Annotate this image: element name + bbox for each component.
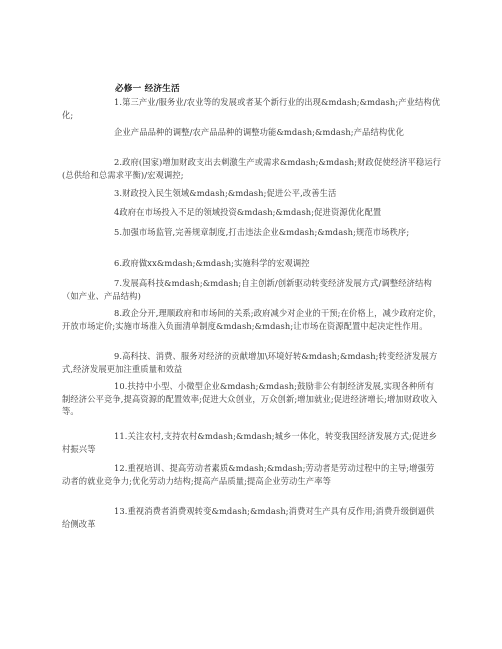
paragraph-7: 7.发展高科技&mdash;&mdash;自主创新/创新驱动转变经济发展方式/调整经济结构（如产业、产品结构) [62,278,432,301]
paragraph-1: 1.第三产业/服务业/农业等的发展或者某个新行业的出现&mdash;&mdash;产业结构优化; [62,97,441,120]
paragraph-11: 11.关注农村,支持农村&mdash;&mdash;城乡一体化，转变我国经济发展方式;促进乡村振兴等 [62,431,438,454]
paragraph-8: 8.政企分开,理顺政府和市场间的关系;政府减少对企业的干预;在价格上，减少政府定价，开放市场定价;实施市场准入负面清单制度&mdash;&mdash;让市场在资源配置中起决定性作用。 [62,308,442,331]
paragraph-9: 9.高科技、消费、服务对经济的贡献增加\环境好转&mdash;&mdash;转变经济发展方式,经济发展更加注重质量和效益 [62,351,438,374]
paragraph-5: 5.加强市场监管,完善规章制度,打击违法企业&mdash;&mdash;规范市场秩序; [114,227,410,237]
paragraph-2: 2.政府(国家)增加财政支出去刺激生产或需求&mdash;&mdash;财政促使经济平稳运行(总供给和总需求平衡)/宏观调控; [62,157,442,180]
paragraph-6: 6.政府做xx&mdash;&mdash;实施科学的宏观调控 [114,258,310,268]
paragraph-13: 13.重视消费者消费观转变&mdash;&mdash;消费对生产具有反作用;消费升级倒逼供给侧改革 [62,506,435,529]
paragraph-1b: 企业产品品种的调整/农产品品种的调整功能&mdash;&mdash;产品结构优化 [114,127,405,137]
paragraph-10: 10.扶持中小型、小微型企业&mdash;&mdash;鼓励非公有制经济发展,实现各种所有制经济公平竞争,提高资源的配置效率;促进大众创业，万众创新;增加就业;促进经济增长;增加财政收入等。 [62,381,438,417]
paragraph-4: 4政府在市场投入不足的领域投资&mdash;&mdash;促进资源优化配置 [114,207,382,217]
page-title: 必修一 经济生活 [115,84,180,94]
paragraph-12: 12.重视培训、提高劳动者素质&mdash;&mdash;劳动者是劳动过程中的主导;增强劳动者的就业竞争力;优化劳动力结构;提高产品质量;提高企业劳动生产率等 [62,463,435,486]
paragraph-3: 3.财政投入民生领域&mdash;&mdash;促进公平,改善生活 [114,188,337,198]
